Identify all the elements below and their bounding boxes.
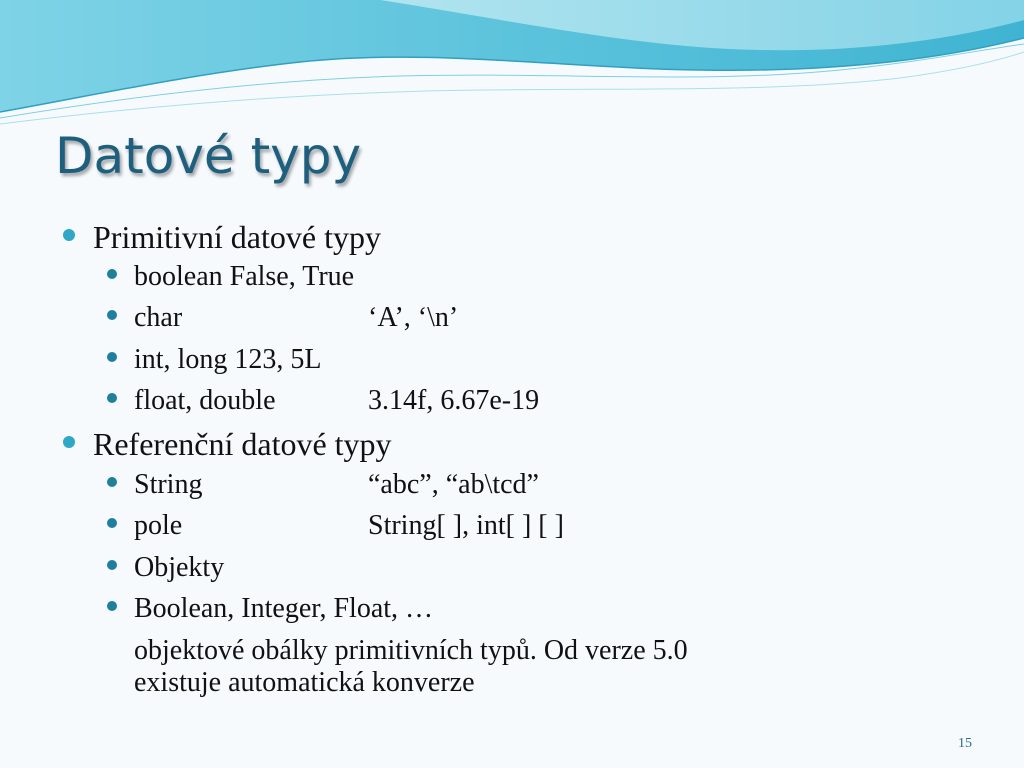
bullet-text: Boolean, Integer, Float, … [134, 593, 434, 624]
bullet-int-long [107, 344, 321, 376]
slide-title: Datové typy [55, 127, 362, 185]
bullet-string [107, 469, 539, 501]
bullet-text: Objekty [134, 552, 225, 583]
bullet-example-value: 3.14f, 6.67e-19 [368, 385, 540, 416]
bullet-text: float, double [134, 385, 276, 416]
bullet-text: boolean False, True [134, 261, 355, 292]
bullet-reference-types [63, 426, 392, 463]
bullet-dot-icon [107, 560, 117, 570]
bullet-dot-icon [107, 352, 117, 362]
bullet-dot-icon [107, 477, 117, 487]
bullet-dot-icon [63, 436, 75, 448]
bullet-dot-icon [107, 269, 117, 279]
bullet-dot-icon [63, 229, 75, 241]
note-line-1: objektové obálky primitivních typů. Od verze 5.0 [134, 635, 688, 666]
bullet-example-value: String[ ], int[ ] [ ] [368, 510, 564, 541]
bullet-boolean [107, 261, 354, 293]
bullet-example-value: ‘A’, ‘\n’ [368, 302, 459, 333]
bullet-text: Primitivní datové typy [93, 219, 381, 255]
bullet-text: Referenční datové typy [93, 426, 392, 462]
bullet-text: int, long 123, 5L [134, 344, 322, 375]
bullet-wrapper-classes [107, 593, 433, 625]
bullet-char [107, 302, 459, 334]
bullet-text: char [134, 302, 183, 333]
bullet-float-double [107, 385, 540, 417]
bullet-example-value: “abc”, “ab\tcd” [368, 469, 539, 500]
bullet-array [107, 510, 564, 542]
header-wave-decoration [0, 0, 1024, 140]
bullet-objects [107, 552, 224, 584]
bullet-text: String [134, 469, 203, 500]
slide-number: 15 [958, 736, 972, 751]
bullet-dot-icon [107, 393, 117, 403]
bullet-dot-icon [107, 518, 117, 528]
note-line-2: existuje automatická konverze [134, 667, 475, 698]
bullet-primitive-types [63, 219, 381, 256]
bullet-dot-icon [107, 601, 117, 611]
bullet-text: pole [134, 510, 183, 541]
bullet-dot-icon [107, 310, 117, 320]
